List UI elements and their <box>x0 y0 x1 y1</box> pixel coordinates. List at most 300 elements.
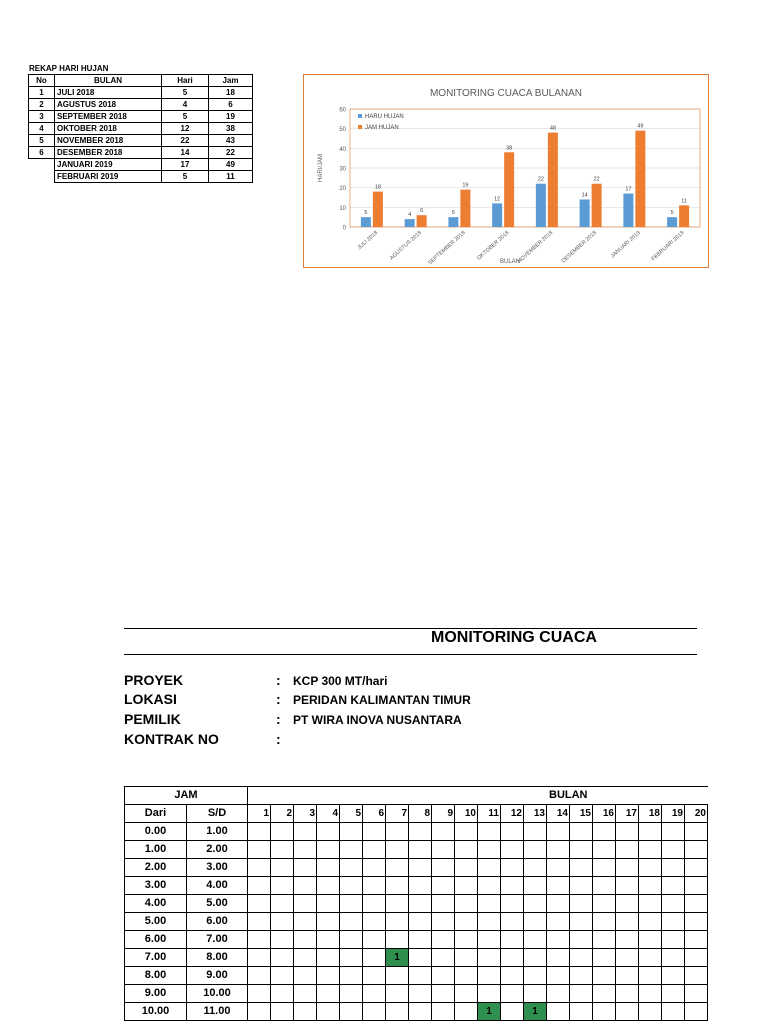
grid-cell[interactable] <box>409 1003 432 1021</box>
grid-cell[interactable] <box>317 913 340 931</box>
day-header: 12 <box>501 805 524 823</box>
hour-row <box>125 913 708 931</box>
day-header: 11 <box>478 805 501 823</box>
grid-cell[interactable] <box>547 859 570 877</box>
grid-cell[interactable] <box>524 967 547 985</box>
hour-row <box>125 1003 708 1021</box>
grid-cell[interactable] <box>386 967 409 985</box>
grid-cell[interactable] <box>317 1003 340 1021</box>
grid-cell[interactable] <box>340 985 363 1003</box>
grid-cell[interactable] <box>616 985 639 1003</box>
grid-cell[interactable] <box>248 841 271 859</box>
grid-cell[interactable] <box>409 985 432 1003</box>
grid-cell[interactable] <box>363 823 386 841</box>
recap-cell-bulan: SEPTEMBER 2018 <box>55 111 162 123</box>
grid-cell[interactable] <box>501 841 524 859</box>
bar-data-label: 5 <box>364 210 368 217</box>
grid-cell[interactable] <box>317 877 340 895</box>
grid-cell[interactable] <box>248 1003 271 1021</box>
bar-data-label: 48 <box>549 125 556 132</box>
grid-cell[interactable] <box>294 823 317 841</box>
hour-from: 5.00 <box>125 913 187 931</box>
bar-hari <box>361 217 371 227</box>
grid-cell[interactable] <box>409 841 432 859</box>
grid-cell[interactable] <box>294 895 317 913</box>
y-tick-label: 10 <box>339 205 346 212</box>
recap-title: REKAP HARI HUJAN <box>29 64 109 73</box>
grid-cell[interactable] <box>685 949 708 967</box>
grid-cell[interactable] <box>409 931 432 949</box>
grid-cell[interactable] <box>340 877 363 895</box>
grid-cell[interactable] <box>432 985 455 1003</box>
grid-cell[interactable] <box>248 823 271 841</box>
grid-cell[interactable] <box>363 967 386 985</box>
grid-header-row-1 <box>125 787 708 805</box>
bar-data-label: 11 <box>681 198 687 205</box>
recap-cell-bulan: OKTOBER 2018 <box>55 123 162 135</box>
grid-cell[interactable] <box>547 895 570 913</box>
recap-cell-hari: 5 <box>162 87 209 99</box>
day-header: 8 <box>409 805 432 823</box>
grid-cell[interactable] <box>271 931 294 949</box>
bar-data-label: 14 <box>581 192 588 199</box>
top-rule <box>124 628 697 629</box>
y-tick-label: 40 <box>339 146 346 153</box>
rain-mark-cell[interactable]: 1 <box>478 1003 501 1021</box>
grid-header-row-2 <box>125 805 708 823</box>
grid-cell[interactable] <box>639 931 662 949</box>
grid-cell[interactable] <box>570 985 593 1003</box>
recap-cell-bulan: FEBRUARI 2019 <box>55 171 162 183</box>
grid-cell[interactable] <box>248 895 271 913</box>
grid-cell[interactable] <box>340 913 363 931</box>
grid-cell[interactable] <box>294 859 317 877</box>
recap-header-row <box>29 75 253 87</box>
grid-cell[interactable] <box>340 859 363 877</box>
grid-cell[interactable] <box>363 913 386 931</box>
recap-header-hari: Hari <box>162 75 209 87</box>
grid-cell[interactable] <box>363 931 386 949</box>
grid-cell[interactable] <box>593 913 616 931</box>
grid-cell[interactable] <box>363 859 386 877</box>
grid-cell[interactable] <box>524 841 547 859</box>
recap-row <box>29 111 253 123</box>
grid-cell[interactable] <box>524 859 547 877</box>
grid-cell[interactable] <box>432 823 455 841</box>
grid-cell[interactable] <box>432 931 455 949</box>
day-header: 3 <box>294 805 317 823</box>
grid-cell[interactable] <box>340 823 363 841</box>
grid-cell[interactable] <box>248 985 271 1003</box>
grid-cell[interactable] <box>409 823 432 841</box>
grid-cell[interactable] <box>685 823 708 841</box>
chart-frame <box>303 74 709 268</box>
grid-cell[interactable] <box>501 895 524 913</box>
hour-from: 7.00 <box>125 949 187 967</box>
grid-cell[interactable] <box>294 985 317 1003</box>
grid-cell[interactable] <box>685 877 708 895</box>
grid-cell[interactable] <box>593 931 616 949</box>
bar-jam <box>548 133 558 227</box>
grid-cell[interactable] <box>432 1003 455 1021</box>
grid-cell[interactable] <box>248 859 271 877</box>
grid-cell[interactable] <box>455 877 478 895</box>
grid-cell[interactable] <box>478 877 501 895</box>
grid-cell[interactable] <box>662 895 685 913</box>
grid-cell[interactable] <box>271 1003 294 1021</box>
grid-cell[interactable] <box>616 841 639 859</box>
grid-cell[interactable] <box>501 949 524 967</box>
grid-cell[interactable] <box>409 859 432 877</box>
grid-cell[interactable] <box>547 913 570 931</box>
grid-cell[interactable] <box>363 895 386 913</box>
day-header: 19 <box>662 805 685 823</box>
grid-cell[interactable] <box>570 949 593 967</box>
grid-cell[interactable] <box>363 1003 386 1021</box>
grid-cell[interactable] <box>478 859 501 877</box>
grid-cell[interactable] <box>639 1003 662 1021</box>
grid-cell[interactable] <box>317 841 340 859</box>
grid-cell[interactable] <box>662 823 685 841</box>
grid-cell[interactable] <box>593 967 616 985</box>
grid-cell[interactable] <box>593 1003 616 1021</box>
sd-header: S/D <box>187 805 248 823</box>
grid-cell[interactable] <box>386 931 409 949</box>
grid-cell[interactable] <box>340 949 363 967</box>
grid-cell[interactable] <box>639 823 662 841</box>
recap-cell-hari: 5 <box>162 171 209 183</box>
hour-to: 7.00 <box>187 931 248 949</box>
grid-cell[interactable] <box>455 931 478 949</box>
grid-cell[interactable] <box>639 877 662 895</box>
recap-header-no: No <box>29 75 55 87</box>
hour-to: 2.00 <box>187 841 248 859</box>
grid-cell[interactable] <box>593 877 616 895</box>
grid-cell[interactable] <box>524 877 547 895</box>
info-colon: : <box>276 691 281 707</box>
grid-cell[interactable] <box>685 913 708 931</box>
recap-cell-bulan: NOVEMBER 2018 <box>55 135 162 147</box>
grid-cell[interactable] <box>478 913 501 931</box>
grid-cell[interactable] <box>524 913 547 931</box>
grid-cell[interactable] <box>478 895 501 913</box>
legend-swatch <box>358 114 362 118</box>
grid-cell[interactable] <box>616 823 639 841</box>
hour-to: 3.00 <box>187 859 248 877</box>
grid-cell[interactable] <box>455 985 478 1003</box>
grid-cell[interactable] <box>432 913 455 931</box>
grid-cell[interactable] <box>432 877 455 895</box>
grid-cell[interactable] <box>432 967 455 985</box>
grid-cell[interactable] <box>455 859 478 877</box>
grid-cell[interactable] <box>340 841 363 859</box>
bar-jam <box>373 192 383 227</box>
grid-cell[interactable] <box>248 913 271 931</box>
grid-cell[interactable] <box>386 985 409 1003</box>
grid-cell[interactable] <box>662 985 685 1003</box>
grid-cell[interactable] <box>547 823 570 841</box>
grid-cell[interactable] <box>386 877 409 895</box>
grid-cell[interactable] <box>317 949 340 967</box>
grid-cell[interactable] <box>662 877 685 895</box>
day-header: 7 <box>386 805 409 823</box>
bar-data-label: 17 <box>625 186 632 193</box>
grid-cell[interactable] <box>432 949 455 967</box>
grid-cell[interactable] <box>501 985 524 1003</box>
grid-cell[interactable] <box>478 949 501 967</box>
grid-cell[interactable] <box>616 1003 639 1021</box>
rain-mark-cell[interactable]: 1 <box>524 1003 547 1021</box>
grid-cell[interactable] <box>685 841 708 859</box>
grid-cell[interactable] <box>501 913 524 931</box>
bar-data-label: 6 <box>420 208 424 215</box>
grid-cell[interactable] <box>409 949 432 967</box>
recap-row <box>29 87 253 99</box>
grid-cell[interactable] <box>616 895 639 913</box>
grid-cell[interactable] <box>616 967 639 985</box>
recap-header-bulan: BULAN <box>55 75 162 87</box>
info-colon: : <box>276 711 281 727</box>
grid-cell[interactable] <box>662 859 685 877</box>
grid-cell[interactable] <box>570 967 593 985</box>
grid-cell[interactable] <box>570 823 593 841</box>
grid-cell[interactable] <box>363 985 386 1003</box>
grid-cell[interactable] <box>616 913 639 931</box>
grid-cell[interactable] <box>478 967 501 985</box>
grid-cell[interactable] <box>501 859 524 877</box>
grid-cell[interactable] <box>294 877 317 895</box>
grid-cell[interactable] <box>455 841 478 859</box>
grid-cell[interactable] <box>294 967 317 985</box>
grid-cell[interactable] <box>386 913 409 931</box>
hour-row <box>125 949 708 967</box>
grid-cell[interactable] <box>386 823 409 841</box>
grid-cell[interactable] <box>639 913 662 931</box>
info-value: PT WIRA INOVA NUSANTARA <box>293 713 462 727</box>
recap-cell-bulan: DESEMBER 2018 <box>55 147 162 159</box>
grid-cell[interactable] <box>570 877 593 895</box>
grid-cell[interactable] <box>271 985 294 1003</box>
grid-cell[interactable] <box>524 985 547 1003</box>
grid-cell[interactable] <box>248 949 271 967</box>
grid-cell[interactable] <box>616 949 639 967</box>
rain-mark-cell[interactable]: 1 <box>386 949 409 967</box>
grid-cell[interactable] <box>524 949 547 967</box>
grid-cell[interactable] <box>386 895 409 913</box>
grid-cell[interactable] <box>570 1003 593 1021</box>
grid-cell[interactable] <box>547 931 570 949</box>
recap-row <box>29 171 253 183</box>
bar-data-label: 38 <box>506 145 513 152</box>
grid-cell[interactable] <box>570 841 593 859</box>
grid-cell[interactable] <box>294 949 317 967</box>
grid-cell[interactable] <box>662 841 685 859</box>
grid-cell[interactable] <box>271 859 294 877</box>
info-colon: : <box>276 731 281 747</box>
recap-cell-bulan: JULI 2018 <box>55 87 162 99</box>
grid-cell[interactable] <box>294 1003 317 1021</box>
grid-cell[interactable] <box>317 895 340 913</box>
grid-cell[interactable] <box>547 877 570 895</box>
day-header: 2 <box>271 805 294 823</box>
recap-header-jam: Jam <box>209 75 253 87</box>
grid-cell[interactable] <box>317 823 340 841</box>
grid-cell[interactable] <box>294 913 317 931</box>
grid-cell[interactable] <box>248 931 271 949</box>
grid-cell[interactable] <box>432 895 455 913</box>
grid-cell[interactable] <box>616 859 639 877</box>
grid-cell[interactable] <box>685 931 708 949</box>
grid-cell[interactable] <box>685 985 708 1003</box>
grid-cell[interactable] <box>340 931 363 949</box>
day-header: 18 <box>639 805 662 823</box>
grid-cell[interactable] <box>294 931 317 949</box>
grid-cell[interactable] <box>363 949 386 967</box>
grid-cell[interactable] <box>685 967 708 985</box>
grid-cell[interactable] <box>639 967 662 985</box>
grid-cell[interactable] <box>294 841 317 859</box>
y-tick-label: 50 <box>339 127 346 134</box>
grid-cell[interactable] <box>455 949 478 967</box>
recap-cell-no: 5 <box>29 135 55 147</box>
grid-cell[interactable] <box>501 823 524 841</box>
grid-cell[interactable] <box>616 931 639 949</box>
grid-cell[interactable] <box>639 985 662 1003</box>
grid-cell[interactable] <box>271 841 294 859</box>
grid-cell[interactable] <box>409 877 432 895</box>
bar-data-label: 49 <box>637 123 644 130</box>
grid-cell[interactable] <box>685 895 708 913</box>
y-tick-label: 20 <box>339 186 346 193</box>
grid-cell[interactable] <box>639 841 662 859</box>
grid-cell[interactable] <box>639 859 662 877</box>
recap-cell-bulan: AGUSTUS 2018 <box>55 99 162 111</box>
grid-cell[interactable] <box>248 877 271 895</box>
day-header: 6 <box>363 805 386 823</box>
grid-cell[interactable] <box>363 877 386 895</box>
grid-cell[interactable] <box>478 985 501 1003</box>
x-tick-label: JANUARI 2019 <box>609 230 642 260</box>
grid-cell[interactable] <box>409 913 432 931</box>
hour-row <box>125 841 708 859</box>
grid-cell[interactable] <box>662 949 685 967</box>
day-header: 10 <box>455 805 478 823</box>
grid-cell[interactable] <box>271 949 294 967</box>
grid-cell[interactable] <box>547 985 570 1003</box>
grid-cell[interactable] <box>455 967 478 985</box>
recap-cell-no: 2 <box>29 99 55 111</box>
grid-cell[interactable] <box>340 895 363 913</box>
grid-cell[interactable] <box>317 985 340 1003</box>
grid-cell[interactable] <box>455 823 478 841</box>
grid-cell[interactable] <box>547 967 570 985</box>
recap-cell-hari: 4 <box>162 99 209 111</box>
grid-cell[interactable] <box>662 913 685 931</box>
grid-cell[interactable] <box>639 949 662 967</box>
grid-cell[interactable] <box>386 841 409 859</box>
grid-cell[interactable] <box>501 1003 524 1021</box>
grid-cell[interactable] <box>639 895 662 913</box>
grid-cell[interactable] <box>662 967 685 985</box>
hour-from: 3.00 <box>125 877 187 895</box>
day-header: 9 <box>432 805 455 823</box>
grid-cell[interactable] <box>570 931 593 949</box>
grid-cell[interactable] <box>593 859 616 877</box>
grid-cell[interactable] <box>271 877 294 895</box>
grid-cell[interactable] <box>386 859 409 877</box>
grid-cell[interactable] <box>363 841 386 859</box>
grid-cell[interactable] <box>685 1003 708 1021</box>
grid-cell[interactable] <box>340 967 363 985</box>
grid-cell[interactable] <box>455 1003 478 1021</box>
grid-cell[interactable] <box>524 895 547 913</box>
grid-cell[interactable] <box>478 931 501 949</box>
grid-cell[interactable] <box>662 931 685 949</box>
recap-cell-jam: 18 <box>209 87 253 99</box>
grid-cell[interactable] <box>271 913 294 931</box>
grid-cell[interactable] <box>340 1003 363 1021</box>
day-header: 13 <box>524 805 547 823</box>
grid-cell[interactable] <box>570 859 593 877</box>
hour-row <box>125 877 708 895</box>
grid-cell[interactable] <box>662 1003 685 1021</box>
grid-cell[interactable] <box>317 967 340 985</box>
day-header: 14 <box>547 805 570 823</box>
grid-cell[interactable] <box>570 913 593 931</box>
y-axis-title: HARI/JAM <box>318 153 324 183</box>
grid-cell[interactable] <box>317 859 340 877</box>
x-axis-title: BULAN <box>499 259 521 265</box>
grid-cell[interactable] <box>455 913 478 931</box>
grid-cell[interactable] <box>593 841 616 859</box>
grid-cell[interactable] <box>616 877 639 895</box>
grid-cell[interactable] <box>432 859 455 877</box>
grid-cell[interactable] <box>271 967 294 985</box>
grid-cell[interactable] <box>409 895 432 913</box>
grid-cell[interactable] <box>409 967 432 985</box>
grid-cell[interactable] <box>547 841 570 859</box>
grid-cell[interactable] <box>593 985 616 1003</box>
grid-cell[interactable] <box>593 823 616 841</box>
grid-cell[interactable] <box>593 895 616 913</box>
grid-cell[interactable] <box>524 823 547 841</box>
jam-header: JAM <box>125 787 248 805</box>
grid-cell[interactable] <box>547 949 570 967</box>
grid-cell[interactable] <box>455 895 478 913</box>
recap-cell-no: 3 <box>29 111 55 123</box>
grid-cell[interactable] <box>501 931 524 949</box>
grid-cell[interactable] <box>317 931 340 949</box>
grid-cell[interactable] <box>248 967 271 985</box>
grid-cell[interactable] <box>524 931 547 949</box>
grid-cell[interactable] <box>386 1003 409 1021</box>
grid-cell[interactable] <box>478 823 501 841</box>
grid-cell[interactable] <box>593 949 616 967</box>
grid-cell[interactable] <box>501 967 524 985</box>
grid-cell[interactable] <box>685 859 708 877</box>
grid-cell[interactable] <box>570 895 593 913</box>
hour-from: 9.00 <box>125 985 187 1003</box>
grid-cell[interactable] <box>547 1003 570 1021</box>
grid-cell[interactable] <box>478 841 501 859</box>
bar-jam <box>417 215 427 227</box>
recap-row <box>29 123 253 135</box>
grid-cell[interactable] <box>271 895 294 913</box>
grid-cell[interactable] <box>501 877 524 895</box>
legend-swatch <box>358 125 362 129</box>
grid-cell[interactable] <box>432 841 455 859</box>
grid-cell[interactable] <box>271 823 294 841</box>
